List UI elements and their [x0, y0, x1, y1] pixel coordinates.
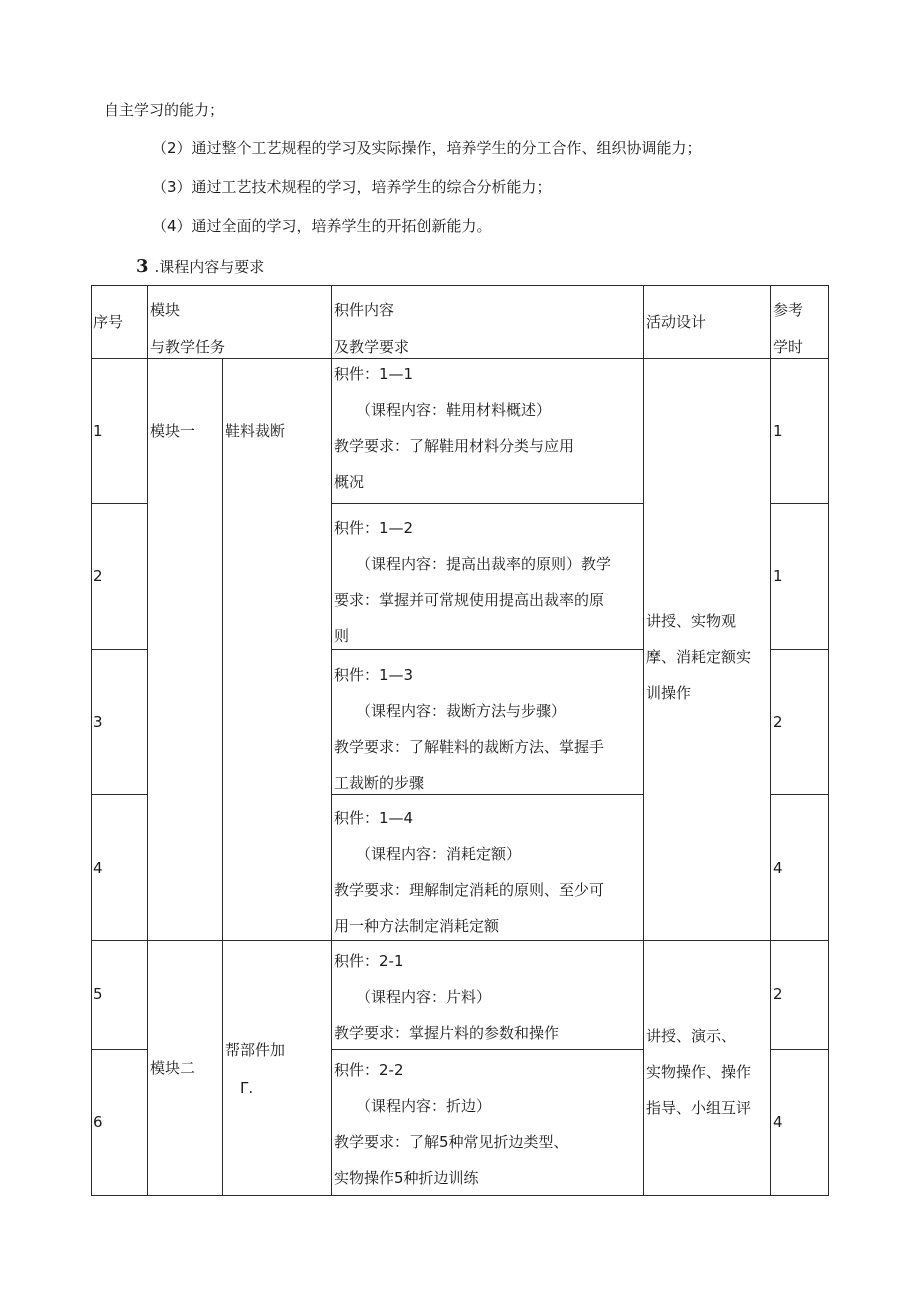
content-line: （课程内容：裁断方法与步骤）: [356, 702, 567, 720]
table-border-top: [91, 285, 829, 286]
header-content: 积件内容: [334, 301, 395, 319]
header-hours-unit: 学时: [773, 338, 804, 356]
row-hours: 2: [773, 985, 783, 1003]
content-line: 实物操作5种折边训练: [334, 1169, 479, 1187]
column-divider: [331, 285, 332, 1196]
content-line: 则: [334, 627, 350, 645]
row-hours: 2: [773, 713, 783, 731]
content-line: 要求：掌握并可常规使用提高出裁率的原: [334, 591, 605, 609]
row-divider: [91, 1049, 148, 1050]
row-content: [334, 1052, 569, 1196]
content-line: （课程内容：消耗定额）: [356, 845, 522, 863]
section-title: .课程内容与要求: [154, 258, 265, 276]
activity-line: 指导、小组互评: [646, 1099, 752, 1117]
content-line: （课程内容：折边）: [356, 1097, 492, 1115]
content-line: 教学要求：掌握片料的参数和操作: [334, 1024, 560, 1042]
row-divider: [91, 794, 148, 795]
content-line: 教学要求：了解5种常见折边类型、: [334, 1133, 569, 1151]
intro-item-2: （2）通过整个工艺规程的学习及实际操作，培养学生的分工合作、组织协调能力；: [152, 139, 702, 157]
row-seq: 4: [93, 859, 103, 877]
intro-item-4: （4）通过全面的学习，培养学生的开拓创新能力。: [152, 217, 492, 235]
row-seq: 2: [93, 567, 103, 585]
content-line: 积件：2-2: [334, 1061, 404, 1079]
activity-design: [646, 1018, 751, 1126]
intro-line: 自主学习的能力；: [104, 101, 225, 119]
row-divider: [770, 1049, 829, 1050]
activity-line: 实物操作、操作: [646, 1063, 752, 1081]
content-line: 积件：2-1: [334, 952, 404, 970]
row-divider: [770, 794, 829, 795]
row-content: [334, 800, 604, 944]
activity-line: 训操作: [646, 684, 692, 702]
row-seq: 1: [93, 422, 103, 440]
row-seq: 5: [93, 985, 103, 1003]
section-heading: [136, 256, 264, 278]
module-task-cont: Γ.: [240, 1079, 254, 1097]
table-border-right: [828, 285, 829, 1196]
intro-item-3: （3）通过工艺技术规程的学习，培养学生的综合分析能力；: [152, 178, 552, 196]
row-hours: 1: [773, 567, 783, 585]
content-line: 积件：1—4: [334, 809, 414, 827]
header-requirements: 及教学要求: [334, 338, 410, 356]
content-line: 教学要求：了解鞋料的裁断方法、掌握手: [334, 738, 605, 756]
row-content: [334, 356, 574, 500]
column-divider: [147, 285, 148, 1196]
row-content: [334, 510, 611, 654]
row-content: [334, 943, 559, 1051]
content-line: 积件：1—1: [334, 365, 414, 383]
content-line: 工裁断的步骤: [334, 774, 425, 792]
content-line: （课程内容：片料）: [356, 988, 492, 1006]
content-line: （课程内容：提高出裁率的原则）教学: [356, 555, 612, 573]
content-line: 积件：1—2: [334, 519, 414, 537]
content-line: 教学要求：理解制定消耗的原则、至少可: [334, 881, 605, 899]
section-number: 3: [136, 256, 149, 277]
activity-design: [646, 603, 751, 711]
row-divider: [91, 649, 148, 650]
content-line: 教学要求：了解鞋用材料分类与应用: [334, 437, 575, 455]
row-divider: [331, 503, 643, 504]
content-line: 用一种方法制定消耗定额: [334, 917, 500, 935]
module-task: 帮部件加: [225, 1041, 286, 1059]
activity-line: 讲授、实物观: [646, 612, 737, 630]
header-seq: 序号: [93, 313, 124, 331]
column-divider: [222, 503, 223, 1196]
header-task: 与教学任务: [150, 338, 226, 356]
column-divider: [222, 358, 223, 504]
module-task: 鞋料裁断: [225, 422, 286, 440]
row-divider: [91, 503, 148, 504]
column-divider: [770, 285, 771, 1196]
table-border-left: [91, 285, 92, 1196]
row-divider: [770, 503, 829, 504]
column-divider: [643, 285, 644, 1196]
content-line: （课程内容：鞋用材料概述）: [356, 401, 552, 419]
module-name: 模块一: [150, 422, 196, 440]
row-hours: 4: [773, 1113, 783, 1131]
row-divider: [770, 649, 829, 650]
content-line: 积件：1—3: [334, 666, 414, 684]
row-content: [334, 657, 604, 801]
header-activity: 活动设计: [646, 313, 707, 331]
content-line: 概况: [334, 473, 365, 491]
row-seq: 6: [93, 1113, 103, 1131]
header-hours: 参考: [773, 301, 804, 319]
row-seq: 3: [93, 713, 103, 731]
row-hours: 4: [773, 859, 783, 877]
module-name: 模块二: [150, 1059, 196, 1077]
header-module: 模块: [150, 301, 181, 319]
activity-line: 摩、消耗定额实: [646, 648, 752, 666]
row-hours: 1: [773, 422, 783, 440]
activity-line: 讲授、演示、: [646, 1027, 737, 1045]
